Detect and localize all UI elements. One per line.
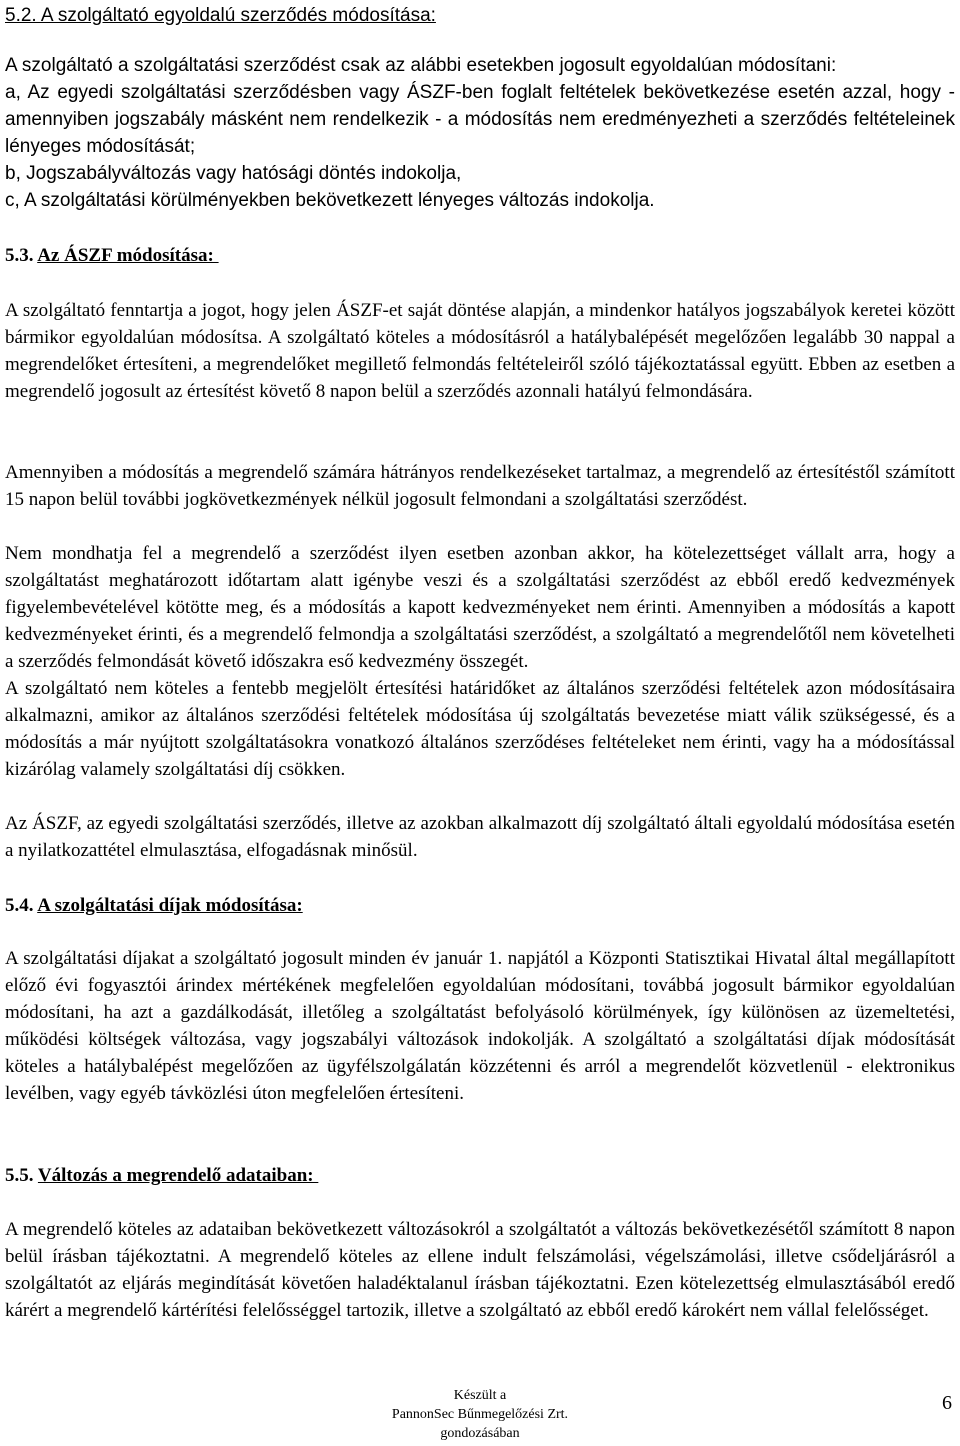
section-55-number: 5.5. <box>5 1165 34 1186</box>
footer-line-2: PannonSec Bűnmegelőzési Zrt. <box>391 1407 569 1422</box>
section-53-para-2: Amennyiben a módosítás a megrendelő számára hátrányos rendelkezéseket tartalmaz, a megrendelő az értesítéstől számított 15 napon belül további jogkövetkezmények nélkül jogosult felmondani a szolgáltatási szerződést. <box>5 462 955 510</box>
section-52-item-a: a, Az egyedi szolgáltatási szerződésben vagy ÁSZF-ben foglalt feltételek bekövetkezése esetén azzal, hogy - amennyiben jogszabály másként nem rendelkezik - a módosítás nem eredményezheti a szerződés feltételeinek lényeges módosítását; <box>5 82 955 157</box>
section-52-title: 5.2. A szolgáltató egyoldalú szerződés módosítása: <box>5 5 436 26</box>
section-55-title: Változás a megrendelő adataiban: <box>37 1165 319 1186</box>
section-54-number: 5.4. <box>5 895 34 916</box>
section-55-para-1: A megrendelő köteles az adataiban bekövetkezett változásokról a szolgáltatót a változás bekövetkezésétől számított 8 napon belül írásban tájékoztatni. A megrendelő köteles az ellene indult felszámolási, végelszámolási, illetve csődeljárásról a szolgáltatót az eljárás megindítását követően haladéktalanul írásban tájékoztatni. Ezen kötelezettség elmulasztásából eredő kárért a megrendelő kártérítési felelősséggel tartozik, illetve a szolgáltató az ebből eredő károkért nem vállal felelősséget. <box>5 1219 955 1321</box>
section-53-para-5: Az ÁSZF, az egyedi szolgáltatási szerződés, illetve az azokban alkalmazott díj szolgáltató általi egyoldalú módosítása esetén a nyilatkozattétel elmulasztása, elfogadásnak minősül. <box>5 813 955 861</box>
section-53-para-3: Nem mondhatja fel a megrendelő a szerződést ilyen esetben azonban akkor, ha kötelezettséget vállalt arra, hogy a szolgáltatást meghatározott időtartam alatt igénybe veszi és a szolgáltatási szerződést az ebből eredő kedvezmények figyelembevételével kötötte meg, és a módosítás a kapott kedvezményeket nem érinti. Amennyiben a módosítás a kapott kedvezményeket érinti, és a megrendelő felmondja a szolgáltatási szerződést, a szolgáltató a megrendelőtől nem követelheti a szerződés felmondását követő időszakra eső kedvezmény összegét. <box>5 543 955 672</box>
section-54-title: A szolgáltatási díjak módosítása: <box>37 895 303 916</box>
section-53-heading <box>5 242 219 269</box>
page-number: 6 <box>942 1392 952 1414</box>
section-54-heading <box>5 892 303 919</box>
page-footer <box>330 1386 630 1443</box>
footer-line-1: Készült a <box>453 1388 507 1403</box>
section-52-item-c: c, A szolgáltatási körülményekben bekövetkezett lényeges változás indokolja. <box>5 190 655 211</box>
section-55-heading <box>5 1162 318 1189</box>
section-54-para-1: A szolgáltatási díjakat a szolgáltató jogosult minden év január 1. napjától a Központi Statisztikai Hivatal által megállapított előző évi fogyasztói árindex mértékének megfelelően egyoldalúan módosítani, továbbá jogosult bármikor egyoldalúan módosítani, ha azt a gazdálkodását, illetőleg a szolgáltatást befolyásoló körülmények, így különösen az üzemeltetési, működési költségek változása, vagy jogszabályi változások indokolják. A szolgáltató a szolgáltatási díjak módosítását köteles a hatálybalépést megelőzően az ügyfélszolgálatán közzétenni és arról a megrendelőt közvetlenül - elektronikus levélben, vagy egyéb távközlési úton megfelelően értesíteni. <box>5 948 955 1104</box>
section-53-para-4: A szolgáltató nem köteles a fentebb megjelölt értesítési határidőket az általános szerződési feltételek azon módosításaira alkalmazni, amikor az általános szerződési feltételek módosítása új szolgáltatás bevezetése miatt válik szükségessé, és a módosítás a már nyújtott szolgáltatásokra vonatkozó általános szerződéses feltételeket nem érinti, vagy ha a módosítással kizárólag valamely szolgáltatási díj csökken. <box>5 678 955 780</box>
section-52-intro: A szolgáltató a szolgáltatási szerződést csak az alábbi esetekben jogosult egyoldalúan módosítani: <box>5 55 837 76</box>
footer-line-3: gondozásában <box>440 1426 520 1441</box>
section-52-item-b: b, Jogszabályváltozás vagy hatósági döntés indokolja, <box>5 163 462 184</box>
section-53-title: Az ÁSZF módosítása: <box>37 245 219 266</box>
section-53-number: 5.3. <box>5 245 34 266</box>
section-53-para-1: A szolgáltató fenntartja a jogot, hogy jelen ÁSZF-et saját döntése alapján, a mindenkor hatályos jogszabályok keretei között bármikor egyoldalúan módosítsa. A szolgáltató köteles a módosításról a hatálybalépését megelőzően legalább 30 nappal a megrendelőket értesíteni, a megrendelőket megillető felmondás feltételeiről szóló tájékoztatással együtt. Ebben az esetben a megrendelő jogosult az értesítést követő 8 napon belül a szerződés azonnali hatályú felmondására. <box>5 300 955 402</box>
